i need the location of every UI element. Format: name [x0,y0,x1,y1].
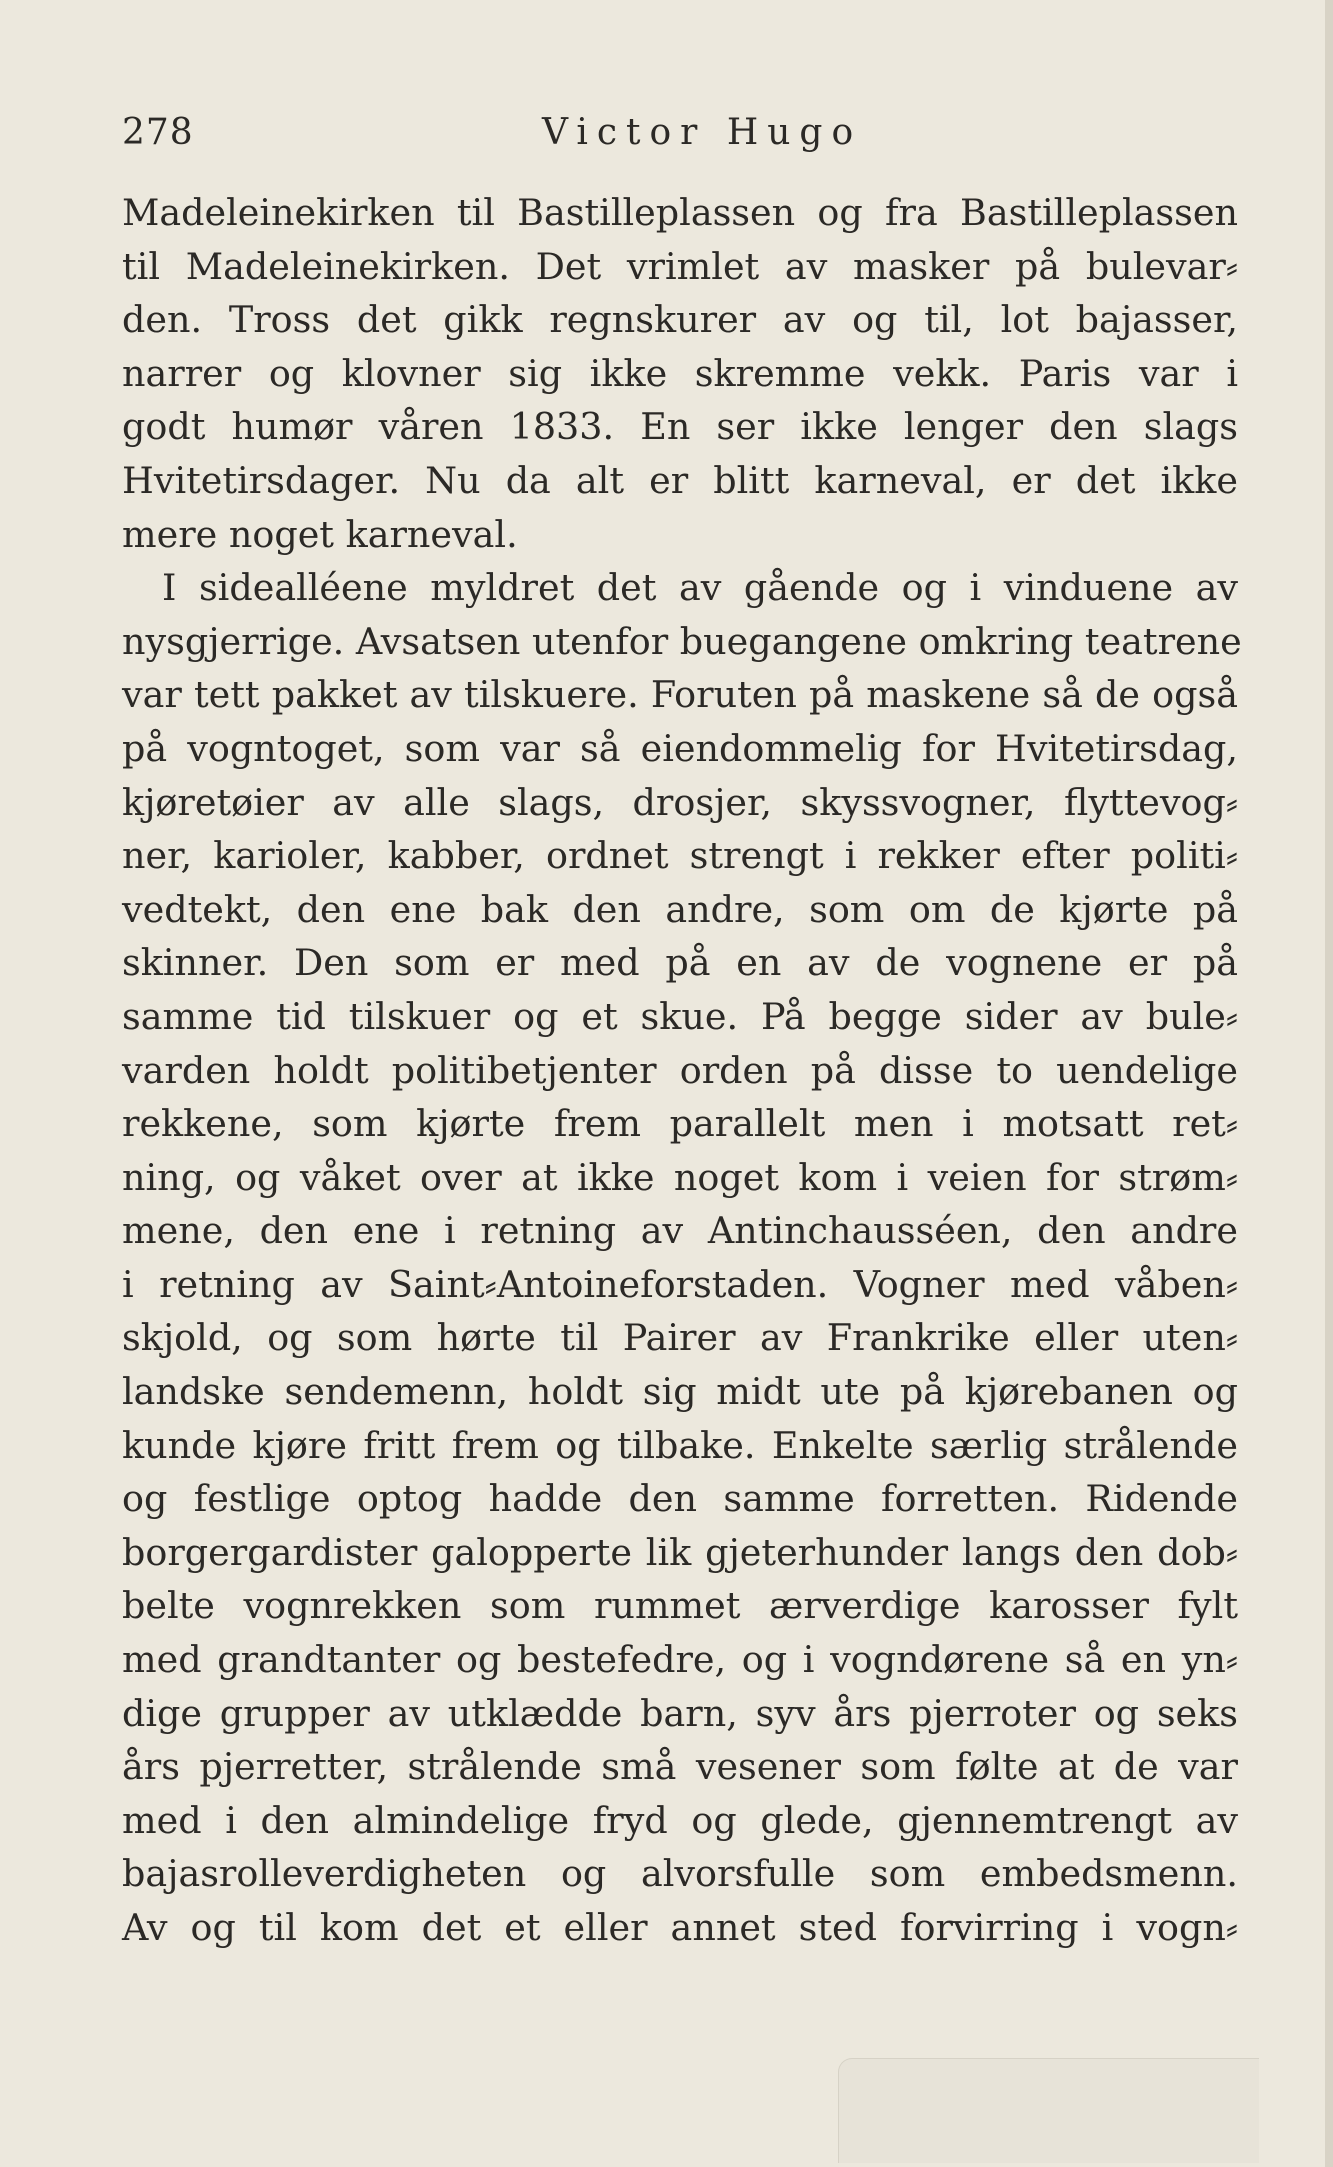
text-line: skjold, og som hørte til Pairer av Frankrike eller uten⸗ [122,1316,1238,1360]
text-line: ning, og våket over at ikke noget kom i veien for strøm⸗ [122,1155,1238,1199]
text-line: i retning av Saint⸗Antoineforstaden. Vogner med våben⸗ [122,1262,1238,1306]
text-line: med i den almindelige fryd og glede, gjennemtrengt av [122,1798,1238,1842]
text-line: Hvitetirsdager. Nu da alt er blitt karneval, er det ikke [122,458,1238,502]
library-stamp-outline [838,2058,1259,2163]
text-line: til Madeleinekirken. Det vrimlet av masker på bulevar⸗ [122,244,1238,288]
text-line: mene, den ene i retning av Antinchausséen, den andre [122,1209,1238,1253]
text-line: samme tid tilskuer og et skue. På begge sider av bule⸗ [122,994,1238,1038]
text-line: på vogntoget, som var så eiendommelig for Hvitetirsdag, [122,726,1238,770]
text-line: skinner. Den som er med på en av de vognene er på [122,941,1238,985]
text-line: kunde kjøre fritt frem og tilbake. Enkelte særlig strålende [122,1423,1238,1467]
text-line: godt humør våren 1833. En ser ikke lenger den slags [122,405,1238,449]
page-header [122,112,1242,162]
text-line: kjøretøier av alle slags, drosjer, skyssvogner, flyttevog⸗ [122,780,1238,824]
text-line: den. Tross det gikk regnskurer av og til, lot bajasser, [122,298,1238,342]
text-line: nysgjerrige. Avsatsen utenfor buegangene omkring teatrene [122,619,1242,663]
body-text [122,186,1242,1955]
text-line: mere noget karneval. [122,512,518,556]
text-line: med grandtanter og bestefedre, og i vogndørene så en yn⸗ [122,1638,1238,1682]
text-line: var tett pakket av tilskuere. Foruten på maskene så de også [122,673,1238,717]
text-line: borgergardister galopperte lik gjeterhunder langs den dob⸗ [122,1530,1238,1574]
text-line: og festlige optog hadde den samme forretten. Ridende [122,1477,1238,1521]
text-line: ner, karioler, kabber, ordnet strengt i rekker efter politi⸗ [122,834,1238,878]
text-line: rekkene, som kjørte frem parallelt men i motsatt ret⸗ [122,1102,1238,1146]
text-line: varden holdt politibetjenter orden på disse to uendelige [122,1048,1238,1092]
running-title: Victor Hugo [542,112,863,153]
page-edge [1325,0,1333,2167]
text-line: års pjerretter, strålende små vesener som følte at de var [122,1745,1238,1789]
text-line: belte vognrekken som rummet ærverdige karosser fylt [122,1584,1238,1628]
text-line: landske sendemenn, holdt sig midt ute på kjørebanen og [122,1370,1238,1414]
text-line: vedtekt, den ene bak den andre, som om de kjørte på [122,887,1238,931]
paragraph-start-line: I sidealléene myldret det av gående og i vinduene av [162,566,1238,610]
text-line: Madeleinekirken til Bastilleplassen og fra Bastilleplassen [122,191,1238,234]
text-line: bajasrolleverdigheten og alvorsfulle som embedsmenn. [122,1852,1238,1896]
page-number: 278 [122,112,194,153]
text-line: dige grupper av utklædde barn, syv års pjerroter og seks [122,1691,1238,1735]
text-line: narrer og klovner sig ikke skremme vekk. Paris var i [122,351,1238,395]
text-line: Av og til kom det et eller annet sted forvirring i vogn⸗ [122,1906,1238,1949]
